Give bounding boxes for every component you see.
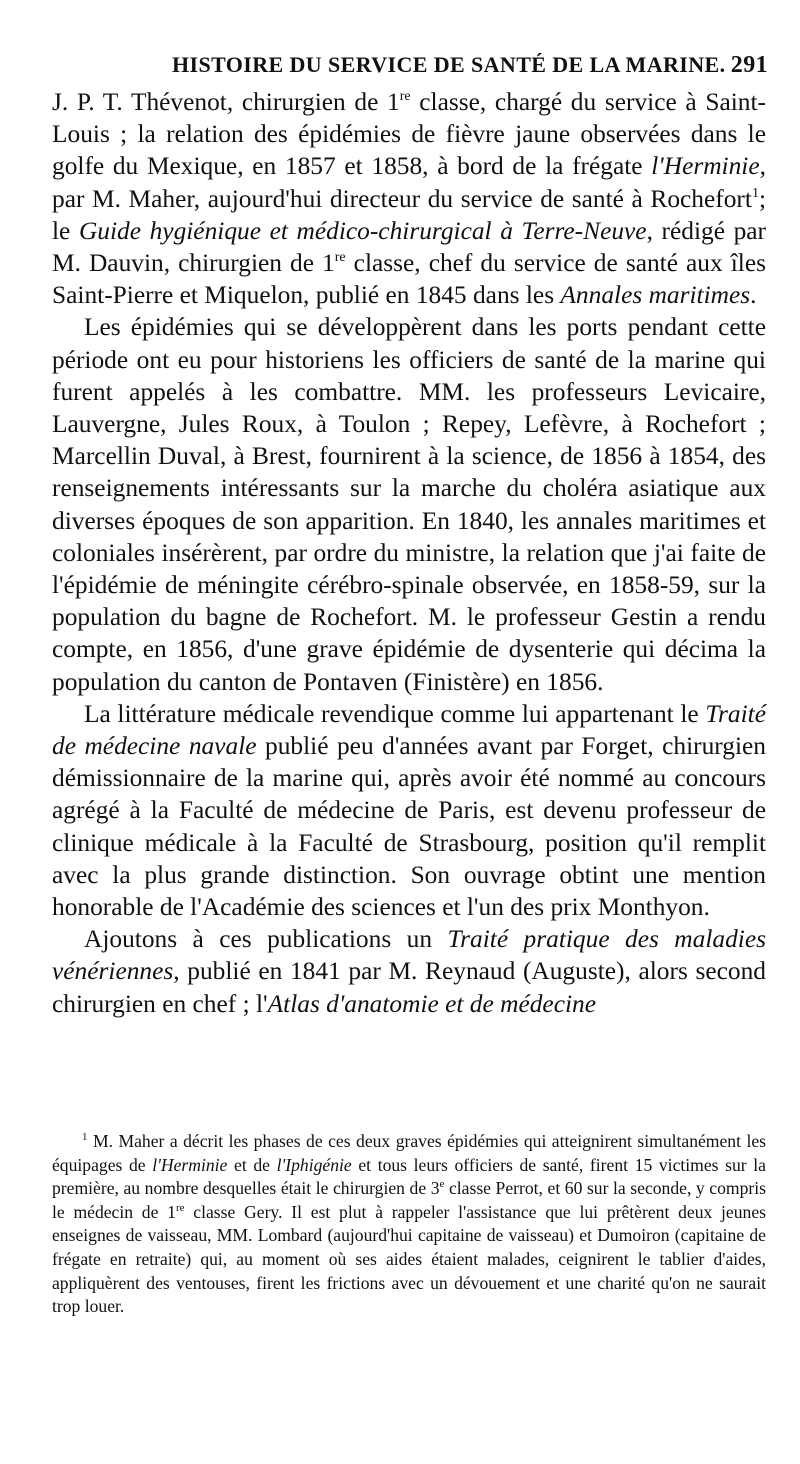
paragraph-4	[52, 923, 766, 1020]
footnote-mark: 1	[82, 1131, 88, 1143]
text-run: et tous leurs officiers de santé, firent 15 victimes sur la première, au nombre desquelles était le chirurgien de 3	[52, 1154, 766, 1199]
text-run: La littérature médicale revendique comme lui appartenant le	[84, 699, 706, 728]
italic-title: Annales maritimes	[560, 281, 751, 310]
italic-title: l'Herminie	[651, 152, 760, 181]
text-run: , rédigé par M. Dauvin, chirurgien de 1	[52, 216, 767, 278]
text-run: , publié en 1841 par M. Reynaud (Auguste), alors second chirurgien en chef ; l'	[52, 957, 766, 1018]
italic-title: Traité de médecine navale	[52, 699, 766, 761]
text-run: ; le	[52, 184, 766, 245]
text-run: classe, chef du service de santé aux îles Saint-Pierre et Miquelon, publié en 1845 dans les	[52, 249, 766, 310]
italic-title: Atlas d'anatomie et de médecine	[267, 989, 596, 1018]
text-run: J. P. T. Thévenot, chirurgien de 1	[52, 88, 400, 116]
text-run: M. Maher a décrit les phases de ces deux graves épidémies qui atteignirent simultanément les équipages de	[52, 1131, 766, 1175]
running-title: HISTOIRE DU SERVICE DE SANTÉ DE LA MARINE.	[172, 52, 726, 77]
text-run: .	[750, 281, 757, 310]
running-header	[172, 52, 768, 88]
text-run: publié peu d'années avant par Forget, chirurgien démissionnaire de la marine qui, après avoir été nommé au concours agrégé à la Faculté de médecine de Paris, est devenu professeur de clinique médicale à la Faculté de Strasbourg, position qu'il remplit avec la plus grande distinction. Son ouvrage obtint une mention honorable de l'Académie des sciences et l'un des prix Monthyon.	[52, 732, 766, 922]
italic-title: Traité pratique des maladies vénériennes	[52, 925, 766, 986]
footnote	[52, 1130, 766, 1319]
text-run: classe Gery. Il est plut à rappeler l'assistance que lui prêtèrent deux jeunes enseignes de vaisseau, MM. Lombard (aujourd'hui capitaine de vaisseau) et Dumoiron (capitaine de frégate en retraite) qui, au moment où ses aides étaient malades, ceignirent le tablier d'aides, appliquèrent des ventouses, firent les frictions avec un dévouement et une charité qu'on ne saurait trop louer.	[52, 1201, 766, 1317]
paragraph-1	[52, 86, 766, 311]
text-run: et de	[227, 1154, 277, 1175]
paragraph-3	[52, 698, 766, 923]
paragraph-2: Les épidémies qui se développèrent dans les ports pendant cette période ont eu pour historiens les officiers de santé de la marine qui furent appelés à les combattre. MM. les professeurs Levicaire, Lauvergne, Jules Roux, à Toulon ; Repey, Lefèvre, à Rochefort ; Marcellin Duval, à Brest, fournirent à la science, de 1856 à 1854, des renseignements intéressants sur la marche du choléra asiatique aux diverses époques de son apparition. En 1840, les annales maritimes et coloniales insérèrent, par ordre du ministre, la relation que j'ai faite de l'épidémie de méningite cérébro-spinale observée, en 1858-59, sur la population du bagne de Rochefort. M. le professeur Gestin a rendu compte, en 1856, d'une grave épidémie de dysenterie qui décima la population du canton de Pontaven (Finistère) en 1856.	[52, 313, 766, 696]
text-run: classe, chargé du service à Saint-Louis ; la relation des épidémies de fièvre jaune observées dans le golfe du Mexique, en 1857 et 1858, à bord de la frégate	[52, 88, 766, 181]
footnote-text	[52, 1130, 766, 1319]
footnote-reference: 1	[751, 185, 759, 201]
italic-title: Guide hygiénique et médico-chirurgical à Terre-Neuve	[78, 216, 647, 245]
italic-title: l'Iphigénie	[276, 1154, 352, 1175]
superscript: re	[399, 89, 411, 104]
italic-title: l'Herminie	[152, 1154, 228, 1175]
text-run: classe Perrot, et 60 sur la seconde, y compris le médecin de 1	[52, 1178, 766, 1222]
page-number: 291	[730, 52, 768, 78]
superscript: e	[439, 1178, 445, 1191]
superscript: re	[175, 1201, 185, 1214]
text-run: Ajoutons à ces publications un	[84, 925, 448, 954]
superscript: re	[334, 250, 346, 266]
text-run: , par M. Maher, aujourd'hui directeur du service de santé à Rochefort	[52, 152, 766, 213]
main-text	[52, 86, 766, 1020]
